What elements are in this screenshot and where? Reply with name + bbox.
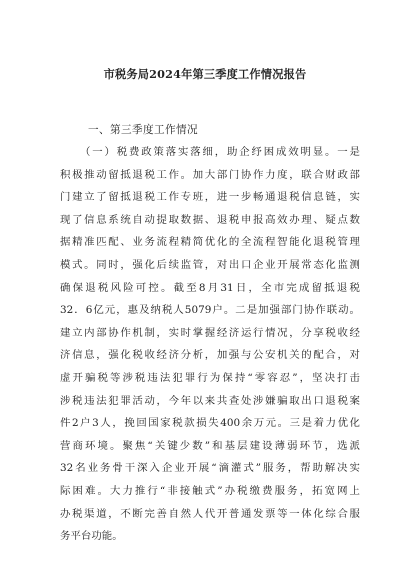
paragraph-line: 积极推动留抵退税工作。加大部门协作力度，联合财政部 bbox=[60, 168, 360, 181]
paragraph-line: 32．6亿元，惠及纳税人5079户。二是加强部门协作联动。 bbox=[60, 304, 360, 317]
paragraph-line: 营商环境。聚焦“关键少数”和基层建设薄弱环节，选派 bbox=[60, 439, 360, 452]
paragraph-line: 件2户3人，挽回国家税款损失400余万元。三是着力优化 bbox=[60, 417, 360, 430]
report-title: 市税务局2024年第三季度工作情况报告 bbox=[103, 67, 307, 81]
paragraph-line: 办税渠道，不断完善自然人代开普通发票等一体化综合服 bbox=[60, 507, 360, 520]
paragraph-line: 虚开骗税等涉税违法犯罪行为保持“零容忍”，坚决打击 bbox=[60, 371, 360, 384]
paragraph-line: 确保退税风险可控。截至8月31日，全市完成留抵退税 bbox=[60, 281, 360, 294]
paragraph-line: 32名业务骨干深入企业开展“滴灌式”服务，帮助解决实 bbox=[60, 462, 360, 475]
paragraph-line: 务平台功能。 bbox=[60, 530, 123, 543]
paragraph-line: 涉税违法犯罪活动，今年以来共查处涉嫌骗取出口退税案 bbox=[60, 394, 360, 407]
section-heading: 一、第三季度工作情况 bbox=[88, 124, 198, 136]
paragraph-line: 济信息，强化税收经济分析，加强与公安机关的配合，对 bbox=[60, 349, 360, 362]
paragraph-line: 建立内部协作机制，实时掌握经济运行情况，分享税收经 bbox=[60, 326, 360, 339]
paragraph-line: （一）税费政策落实落细，助企纾困成效明显。一是 bbox=[80, 146, 360, 158]
paragraph-line: 现了信息系统自动提取数据、退税申报高效办理、疑点数 bbox=[60, 213, 360, 226]
paragraph-line: 际困难。大力推行“非接触式”办税缴费服务，拓宽网上 bbox=[60, 484, 360, 497]
paragraph-line: 据精准匹配、业务流程精简优化的全流程智能化退税管理 bbox=[60, 236, 360, 249]
paragraph-line: 门建立了留抵退税工作专班，进一步畅通退税信息链，实 bbox=[60, 191, 360, 204]
body-paragraph bbox=[60, 141, 360, 548]
paragraph-line: 模式。同时，强化后续监管，对出口企业开展常态化监测 bbox=[60, 258, 360, 271]
